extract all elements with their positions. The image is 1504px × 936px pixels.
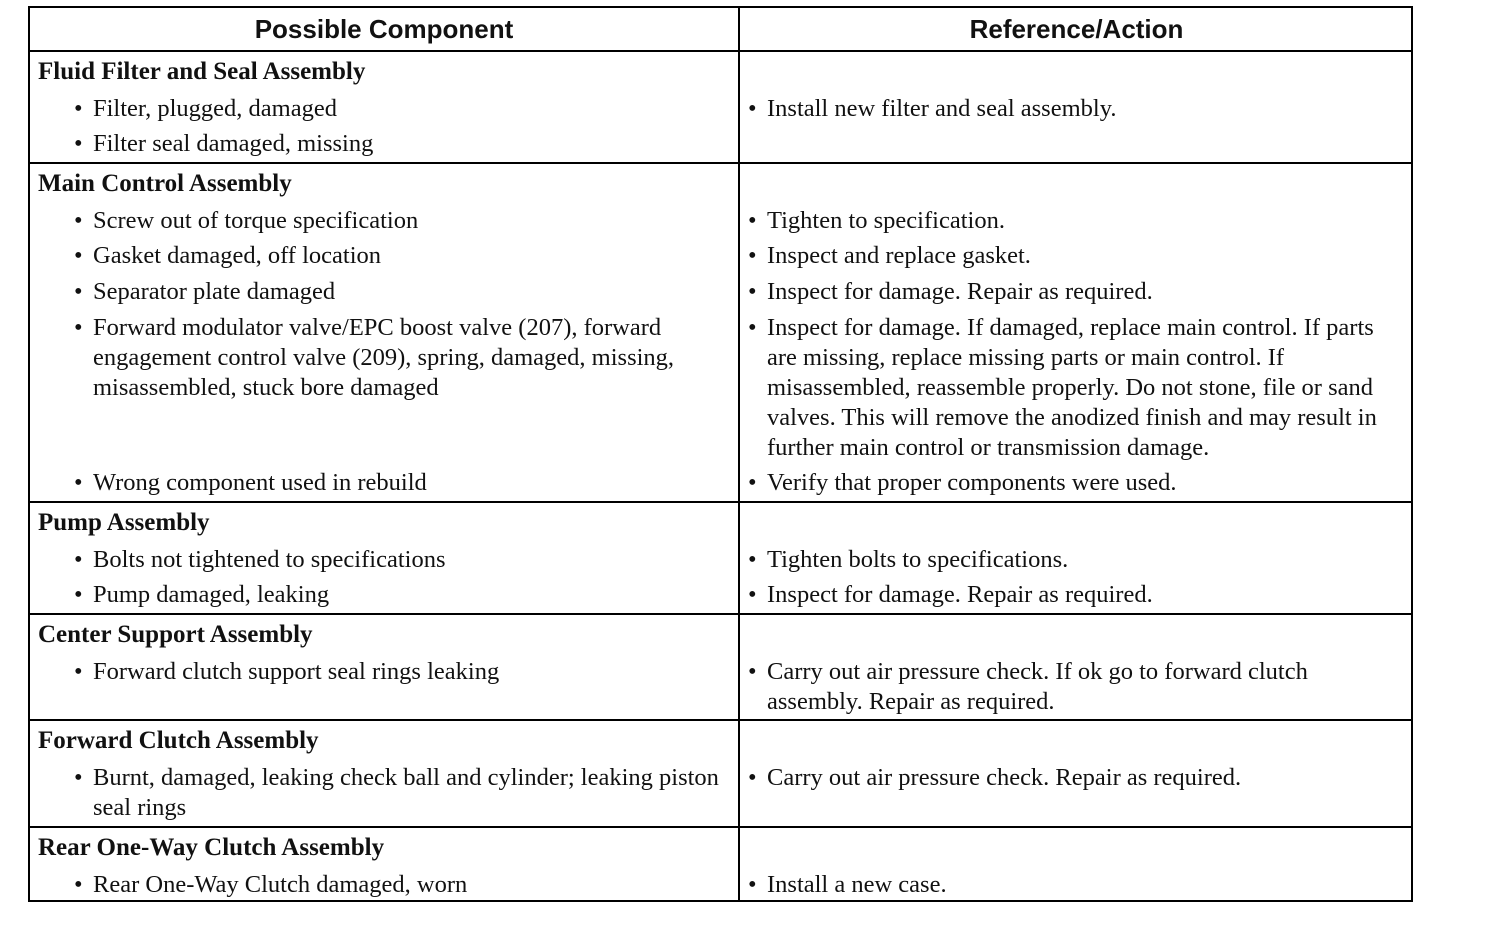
action-item: • Tighten bolts to specifications. (748, 546, 1069, 573)
action-item: • Inspect and replace gasket. (748, 242, 1031, 269)
component-item: • Separator plate damaged (74, 278, 336, 305)
section-title-pump: Pump Assembly (38, 509, 210, 536)
section-title-forward-clutch: Forward Clutch Assembly (38, 727, 319, 754)
header-possible-component: Possible Component (254, 14, 514, 44)
component-item: • Filter, plugged, damaged (74, 95, 337, 122)
row-divider (30, 50, 1411, 52)
component-item: • Filter seal damaged, missing (74, 130, 374, 157)
action-item: • Carry out air pressure check. If ok go to forward clutch assembly. Repair as required. (748, 658, 1308, 715)
header-reference-action: Reference/Action (969, 14, 1184, 44)
action-item: • Verify that proper components were used. (748, 469, 1177, 496)
action-item: • Install new filter and seal assembly. (748, 95, 1117, 122)
component-item: • Screw out of torque specification (74, 207, 419, 234)
component-item: • Burnt, damaged, leaking check ball and cylinder; leaking piston seal rings (74, 764, 719, 821)
section-title-fluid-filter: Fluid Filter and Seal Assembly (38, 58, 366, 85)
column-divider (738, 8, 740, 900)
component-item: • Bolts not tightened to specifications (74, 546, 446, 573)
action-item: • Tighten to specification. (748, 207, 1005, 234)
action-item: • Carry out air pressure check. Repair as required. (748, 764, 1242, 791)
section-title-center-support: Center Support Assembly (38, 621, 313, 648)
row-divider (30, 501, 1411, 503)
section-title-rear-one-way-clutch: Rear One-Way Clutch Assembly (38, 834, 385, 861)
component-item: • Forward modulator valve/EPC boost valve (207), forward engagement control valve (209), spring, damaged, missing, misassembled, stuck bore damaged (74, 314, 675, 401)
action-item: • Inspect for damage. If damaged, replace main control. If parts are missing, replace missing parts or main control. If misassembled, reassemble properly. Do not stone, file or sand valves. This will remove the anodized finish and may result in further main control or transmission damage. (748, 314, 1377, 461)
component-item: • Wrong component used in rebuild (74, 469, 427, 496)
section-title-main-control: Main Control Assembly (38, 170, 292, 197)
component-item: • Rear One-Way Clutch damaged, worn (74, 871, 468, 898)
component-item: • Gasket damaged, off location (74, 242, 382, 269)
action-item: • Inspect for damage. Repair as required. (748, 278, 1153, 305)
row-divider (30, 719, 1411, 721)
component-item: • Pump damaged, leaking (74, 581, 330, 608)
troubleshooting-table (28, 6, 1413, 902)
component-item: • Forward clutch support seal rings leaking (74, 658, 500, 685)
action-item: • Install a new case. (748, 871, 947, 898)
row-divider (30, 162, 1411, 164)
row-divider (30, 826, 1411, 828)
action-item: • Inspect for damage. Repair as required. (748, 581, 1153, 608)
row-divider (30, 613, 1411, 615)
